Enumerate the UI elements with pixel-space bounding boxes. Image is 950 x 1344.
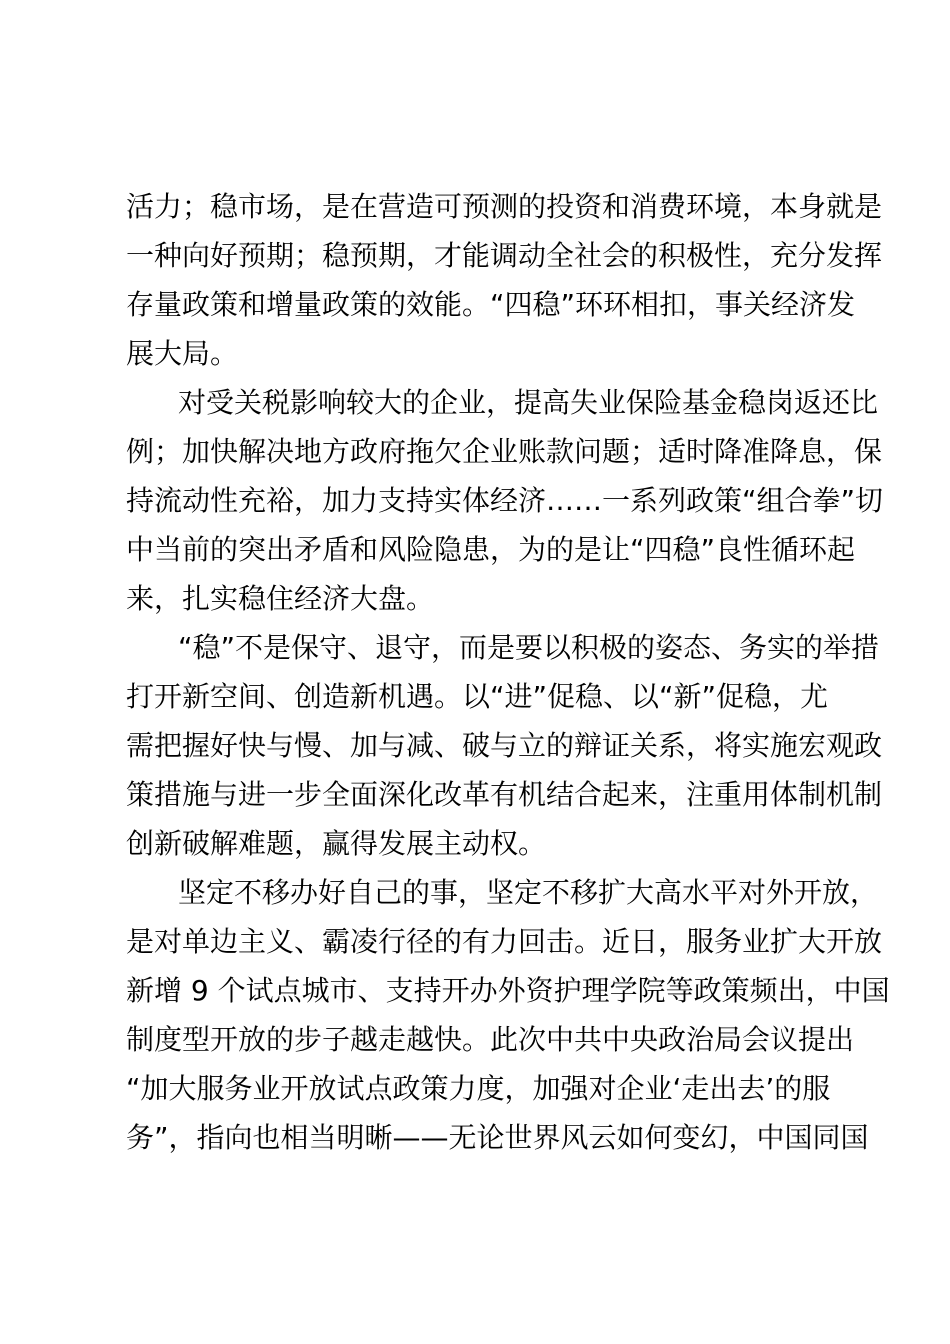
text-line: 策措施与进一步全面深化改革有机结合起来，注重用体制机制 — [126, 778, 883, 811]
paragraph-4 — [126, 868, 890, 1162]
text-line: “稳”不是保守、退守，而是要以积极的姿态、务实的举措 — [178, 631, 880, 664]
text-line: 是对单边主义、霸凌行径的有力回击。近日，服务业扩大开放 — [126, 925, 883, 958]
text-line: 对受关税影响较大的企业，提高失业保险基金稳岗返还比 — [178, 386, 879, 419]
text-line: 中当前的突出矛盾和风险隐患，为的是让“四稳”良性循环起 — [126, 533, 856, 566]
text-line: 制度型开放的步子越走越快。此次中共中央政治局会议提出 — [126, 1023, 855, 1056]
text-line: 展大局。 — [126, 337, 239, 370]
text-line: 一种向好预期；稳预期，才能调动全社会的积极性，充分发挥 — [126, 239, 883, 272]
paragraph-2 — [126, 378, 884, 623]
text-line: 例；加快解决地方政府拖欠企业账款问题；适时降准降息，保 — [126, 435, 883, 468]
text-line: 创新破解难题，赢得发展主动权。 — [126, 827, 547, 860]
paragraph-1 — [126, 182, 883, 378]
text-line: “加大服务业开放试点政策力度，加强对企业‘走出去’的服 — [126, 1072, 831, 1105]
text-line: 务”，指向也相当明晰——无论世界风云如何变幻，中国同国 — [126, 1121, 869, 1154]
text-line: 坚定不移办好自己的事，坚定不移扩大高水平对外开放， — [178, 876, 879, 909]
text-line: 活力；稳市场，是在营造可预测的投资和消费环境，本身就是 — [126, 190, 883, 223]
article-body — [126, 182, 890, 1162]
text-line: 来，扎实稳住经济大盘。 — [126, 582, 435, 615]
text-line: 需把握好快与慢、加与减、破与立的辩证关系，将实施宏观政 — [126, 729, 883, 762]
text-line: 持流动性充裕，加力支持实体经济……一系列政策“组合拳”切 — [126, 484, 884, 517]
paragraph-3 — [126, 623, 883, 868]
text-line: 新增 9 个试点城市、支持开办外资护理学院等政策频出，中国 — [126, 974, 890, 1007]
text-line: 打开新空间、创造新机遇。以“进”促稳、以“新”促稳，尤 — [126, 680, 829, 713]
text-line: 存量政策和增量政策的效能。“四稳”环环相扣，事关经济发 — [126, 288, 856, 321]
